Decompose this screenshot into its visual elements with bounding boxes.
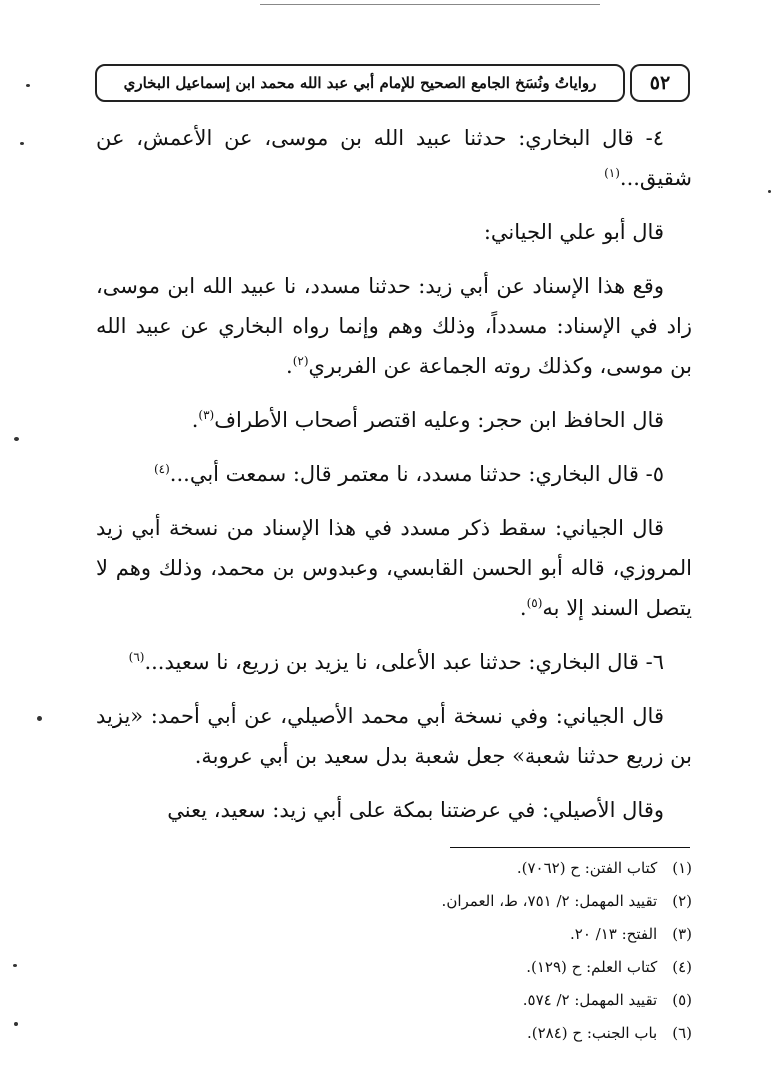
footnote-item [96, 885, 692, 918]
footnote-number: (٤) [672, 958, 692, 976]
paragraph: ٥- قال البخاري: حدثنا مسدد، نا معتمر قال: سمعت أبي...$^{(٤)}$ [153, 462, 664, 486]
top-edge-rule [260, 4, 600, 5]
footnote-ref: (٤) [153, 462, 170, 476]
footnote-text: كتاب الفتن: ح (٧٠٦٢). [516, 859, 658, 877]
footnote-item [96, 918, 692, 951]
scan-speck [14, 1022, 18, 1026]
main-text [96, 118, 692, 844]
footnote-text: تقييد المهمل: ٢/ ٧٥١، ط، العمران. [441, 892, 658, 910]
footnote-item [96, 951, 692, 984]
scan-speck [20, 142, 24, 145]
paragraph: قال الجياني: سقط ذكر مسدد في هذا الإسناد من نسخة أبي زيد المروزي، قاله أبو الحسن القابسي، وعبدوس بن محمد، وذلك وهم لا يتصل السند إلا به$^{(٥)}$. [96, 516, 692, 620]
footnotes [96, 852, 692, 1050]
footnote-text: الفتح: ١٣/ ٢٠. [570, 925, 658, 943]
footnote-ref: (٥) [526, 596, 543, 610]
footnote-text: تقييد المهمل: ٢/ ٥٧٤. [522, 991, 658, 1009]
footnote-number: (٢) [672, 892, 692, 910]
footnote-ref: (٦) [128, 650, 145, 664]
footnote-text: كتاب العلم: ح (١٢٩). [526, 958, 658, 976]
footnote-number: (٣) [672, 925, 692, 943]
running-title-box [95, 64, 625, 102]
footnote-item [96, 1017, 692, 1050]
footnote-ref: (٢) [292, 354, 309, 368]
scan-speck [26, 84, 30, 87]
running-title: رواياتُ ونُسَخ الجامع الصحيح للإمام أبي عبد الله محمد ابن إسماعيل البخاري [123, 74, 597, 92]
paragraph: ٤- قال البخاري: حدثنا عبيد الله بن موسى، عن الأعمش، عن شقيق...$^{(١)}$ [96, 126, 692, 190]
paragraph: وقال الأصيلي: في عرضتنا بمكة على أبي زيد: سعيد، يعني [167, 798, 664, 822]
footnote-number: (١) [672, 859, 692, 877]
scan-speck [768, 190, 771, 193]
scan-speck [14, 437, 19, 441]
footnote-text: باب الجنب: ح (٢٨٤). [526, 1024, 658, 1042]
footnote-ref: (٣) [198, 408, 215, 422]
page-number: ٥٢ [649, 72, 671, 94]
paragraph: قال أبو علي الجياني: [483, 220, 664, 244]
page-number-box [630, 64, 690, 102]
paragraph: قال الجياني: وفي نسخة أبي محمد الأصيلي، عن أبي أحمد: «يزيد بن زريع حدثنا شعبة» جعل شعبة بدل سعيد بن أبي عروبة. [96, 704, 692, 768]
footnote-item [96, 852, 692, 885]
footnote-number: (٥) [672, 991, 692, 1009]
footnote-separator [450, 847, 690, 848]
paragraph: قال الحافظ ابن حجر: وعليه اقتصر أصحاب الأطراف$^{(٣)}$. [191, 408, 664, 432]
footnote-ref: (١) [604, 166, 620, 180]
scan-speck [13, 964, 17, 967]
footnote-number: (٦) [672, 1024, 692, 1042]
paragraph: وقع هذا الإسناد عن أبي زيد: حدثنا مسدد، نا عبيد الله ابن موسى، زاد في الإسناد: مسدداً، وذلك وهم وإنما رواه البخاري عن عبيد الله بن موسى، وكذلك روته الجماعة عن الفربري$^{(٢)}$. [96, 274, 692, 378]
footnote-item [96, 984, 692, 1017]
scan-speck [37, 716, 42, 721]
paragraph: ٦- قال البخاري: حدثنا عبد الأعلى، نا يزيد بن زريع، نا سعيد...$^{(٦)}$ [128, 650, 664, 674]
